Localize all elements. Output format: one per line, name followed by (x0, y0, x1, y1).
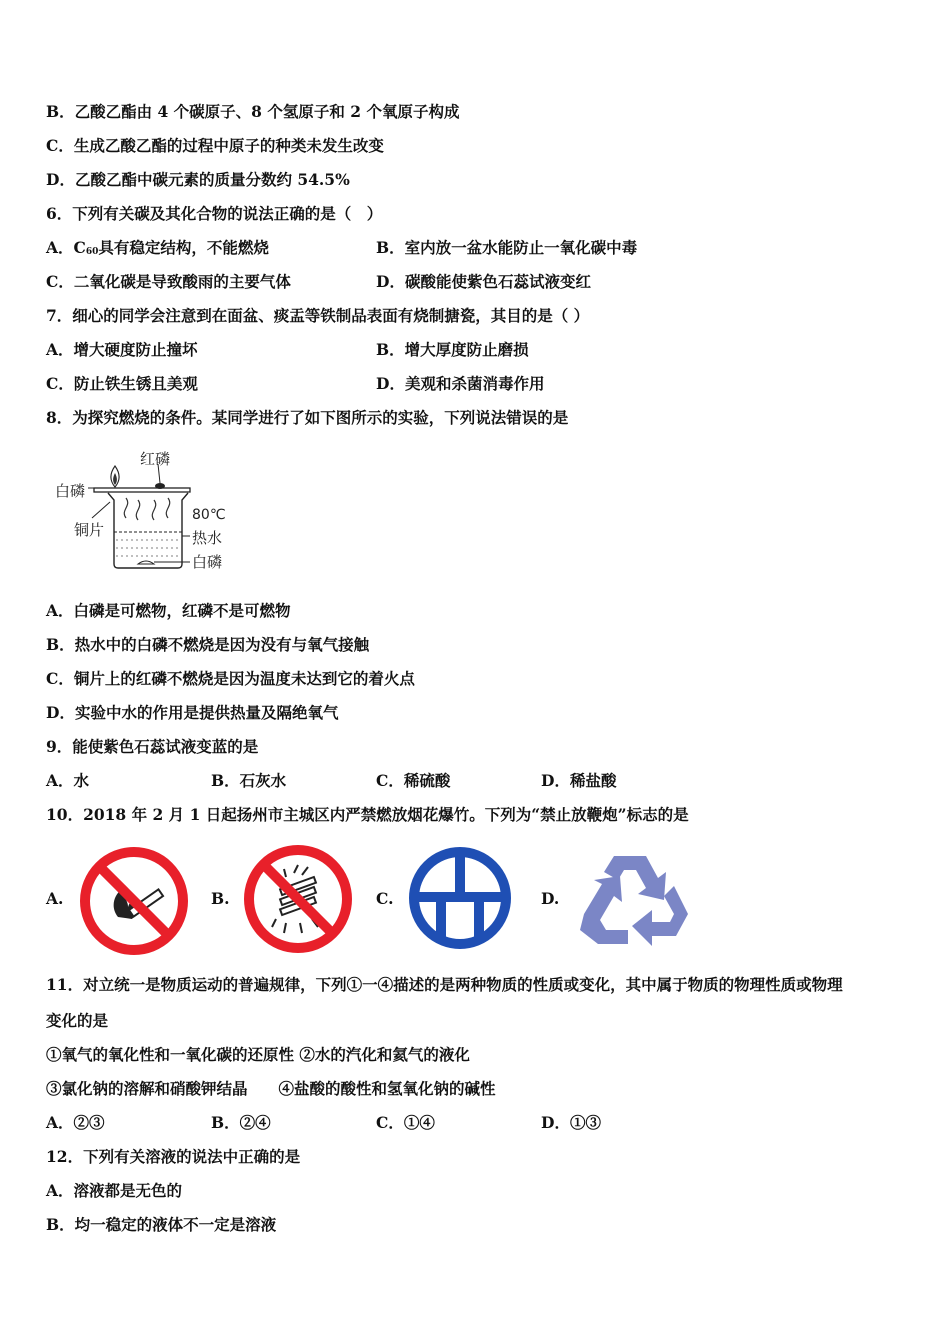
q11-items-line1: ①氧气的氧化性和一氧化碳的还原性 ②水的汽化和氦气的液化 (46, 1045, 470, 1064)
q8-option-b: B．热水中的白磷不燃烧是因为没有与氧气接触 (46, 635, 370, 654)
q9-option-a: A．水 (46, 771, 90, 790)
q11-option-b: B．②④ (211, 1113, 271, 1132)
q6-option-d: D．碳酸能使紫色石蕊试液变红 (376, 272, 591, 291)
q10-option-b-label: B. (211, 889, 230, 908)
recycle-icon (574, 848, 690, 952)
no-smoking-fire-sign-icon (78, 845, 190, 957)
label-white-phosphorus-top: 白磷 (55, 482, 86, 500)
q5-option-d: D．乙酸乙酯中碳元素的质量分数约 54.5% (46, 170, 350, 189)
q12-option-b: B．均一稳定的液体不一定是溶液 (46, 1215, 277, 1234)
blue-circle-sign-icon (408, 846, 512, 950)
q10-option-d-label: D. (541, 889, 560, 908)
q11-option-c: C．①④ (376, 1113, 435, 1132)
q11-option-a: A．②③ (46, 1113, 105, 1132)
q6-stem: 6．下列有关碳及其化合物的说法正确的是（ ） (46, 204, 383, 223)
q7-option-d: D．美观和杀菌消毒作用 (376, 374, 545, 393)
label-copper-sheet: 铜片 (74, 521, 105, 539)
q7-option-c: C．防止铁生锈且美观 (46, 374, 198, 393)
no-firecrackers-sign-icon (242, 843, 354, 955)
q5-option-b: B．乙酸乙酯由 4 个碳原子、8 个氢原子和 2 个氧原子构成 (46, 102, 460, 121)
q9-option-c: C．稀硫酸 (376, 771, 451, 790)
q11-stem-line2: 变化的是 (46, 1011, 109, 1030)
q10-option-a-label: A. (46, 889, 64, 908)
q8-stem: 8．为探究燃烧的条件。某同学进行了如下图所示的实验，下列说法错误的是 (46, 408, 569, 427)
q6-option-c: C．二氧化碳是导致酸雨的主要气体 (46, 272, 291, 291)
q12-stem: 12．下列有关溶液的说法中正确的是 (46, 1147, 301, 1166)
q7-option-a: A．增大硬度防止撞坏 (46, 340, 198, 359)
q11-option-d: D．①③ (541, 1113, 601, 1132)
label-hot-water: 热水 (192, 529, 223, 547)
q8-option-a: A．白磷是可燃物，红磷不是可燃物 (46, 601, 291, 620)
q11-stem-line1: 11．对立统一是物质运动的普遍规律，下列①一④描述的是两种物质的性质或变化，其中属于物质的物理性质或物理 (46, 975, 843, 994)
q11-items-line2: ③氯化钠的溶解和硝酸钾结晶 ④盐酸的酸性和氢氧化钠的碱性 (46, 1079, 496, 1098)
q9-option-d: D．稀盐酸 (541, 771, 617, 790)
q5-option-c: C．生成乙酸乙酯的过程中原子的种类未发生改变 (46, 136, 384, 155)
label-red-phosphorus: 红磷 (140, 450, 171, 468)
q7-option-b: B．增大厚度防止磨损 (376, 340, 529, 359)
q9-option-b: B．石灰水 (211, 771, 287, 790)
q10-option-c-label: C. (376, 889, 394, 908)
label-white-phosphorus-bottom: 白磷 (192, 553, 223, 571)
q7-stem: 7．细心的同学会注意到在面盆、痰盂等铁制品表面有烧制搪瓷，其目的是（ ） (46, 306, 590, 325)
q10-stem: 10．2018 年 2 月 1 日起扬州市主城区内严禁燃放烟花爆竹。下列为“禁止放鞭炮”标志的是 (46, 805, 689, 824)
q6-option-a: A．$C_{60}$具有稳定结构，不能燃烧 (46, 238, 269, 257)
label-temperature: 80℃ (192, 507, 226, 523)
q8-option-d: D．实验中水的作用是提供热量及隔绝氧气 (46, 703, 339, 722)
q6-option-b: B．室内放一盆水能防止一氧化碳中毒 (376, 238, 638, 257)
q9-stem: 9．能使紫色石蕊试液变蓝的是 (46, 737, 259, 756)
q12-option-a: A．溶液都是无色的 (46, 1181, 183, 1200)
q8-option-c: C．铜片上的红磷不燃烧是因为温度未达到它的着火点 (46, 669, 415, 688)
